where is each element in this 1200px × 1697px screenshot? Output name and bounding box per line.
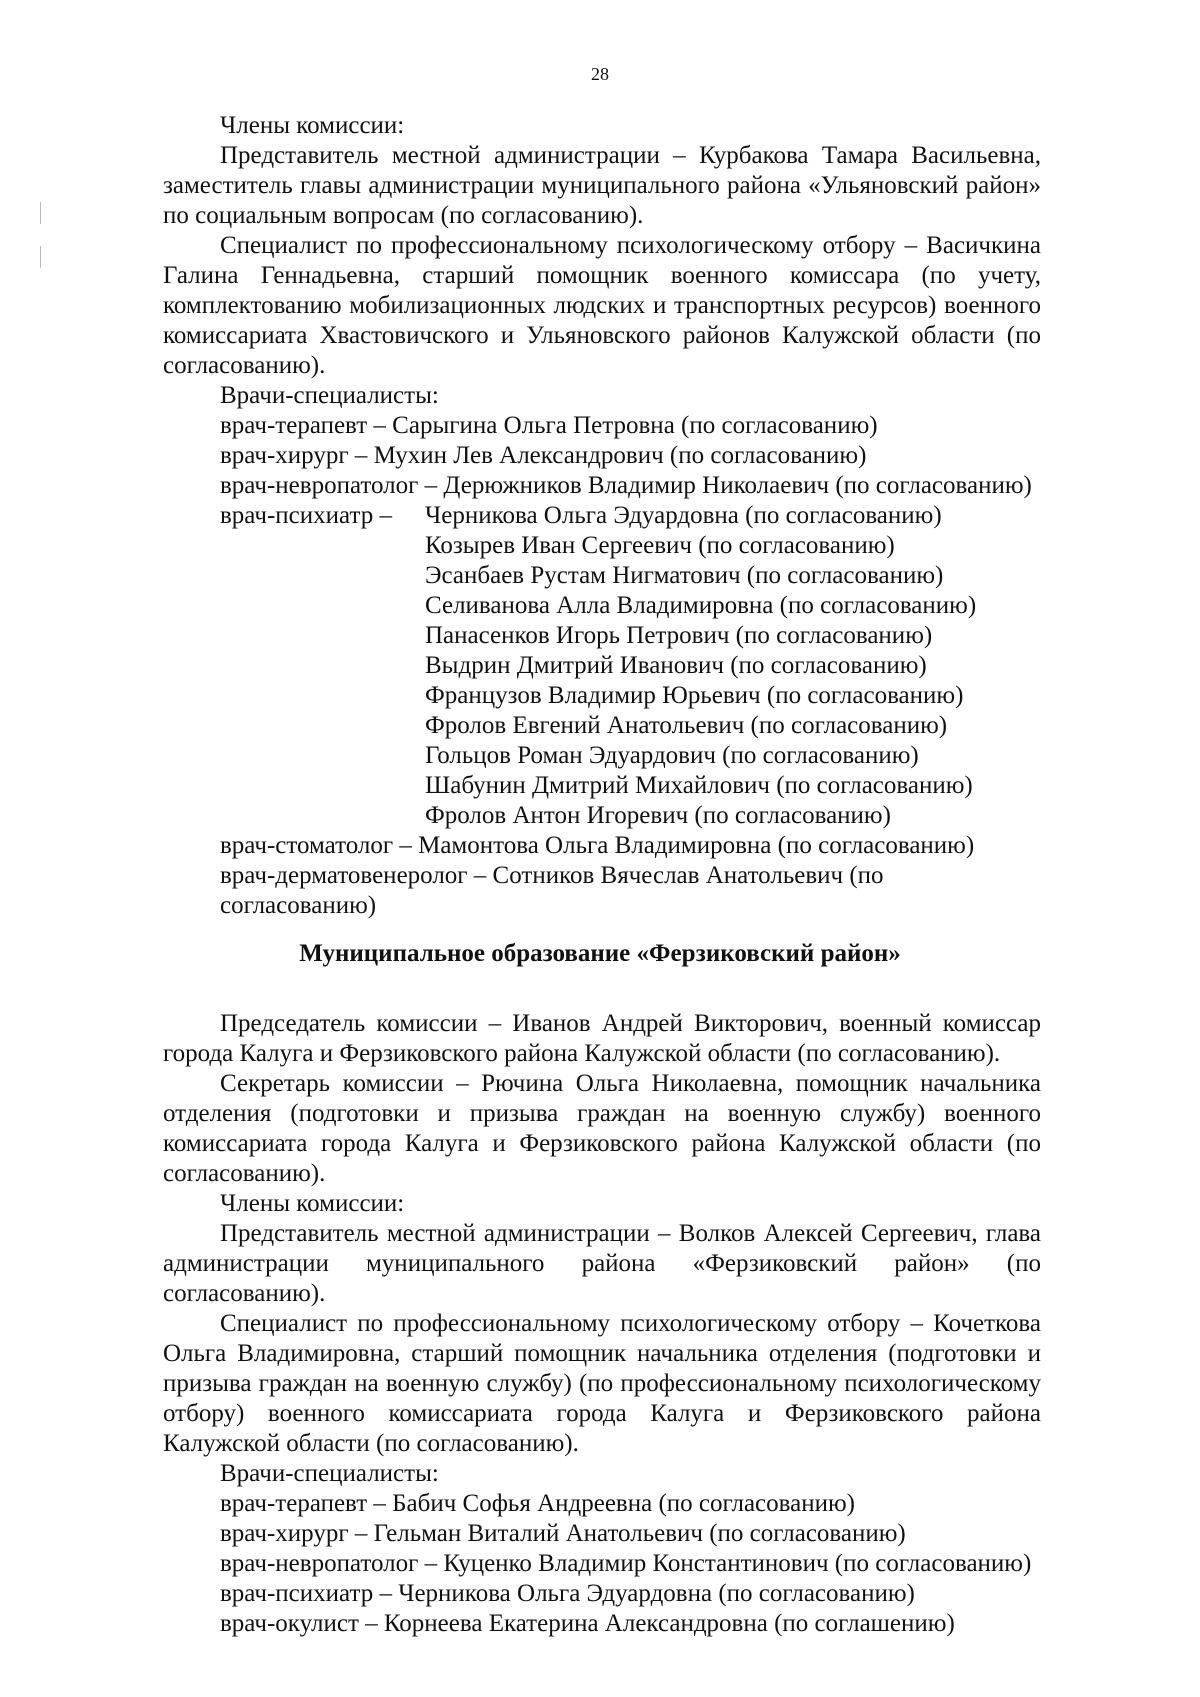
- page-number: 28: [591, 64, 609, 84]
- psychiatrist-list: [425, 501, 976, 831]
- section-ulyanovsky-members: [163, 111, 1041, 921]
- psychiatrist-label: врач-психиатр –: [220, 502, 392, 529]
- doctor-therapist: врач-терапевт – Бабич Софья Андреевна (по согласованию): [220, 1490, 855, 1517]
- psychologist-specialist: Специалист по профессиональному психологическому отбору – Кочеткова Ольга Владимировна, старший помощник начальника отделения (подготовки и призыва граждан на военную службу) (по профессиональному психологическому отбору) военного комиссариата города Калуга и Ферзиковского района Калужской области (по согласованию).: [163, 1310, 1041, 1457]
- members-label: Члены комиссии:: [220, 112, 405, 139]
- scan-mark: [40, 202, 41, 224]
- doctor-psychiatrist: врач-психиатр – Черникова Ольга Эдуардовна (по согласованию): [220, 1580, 915, 1607]
- doctor-surgeon: врач-хирург – Гельман Виталий Анатольевич (по согласованию): [220, 1520, 906, 1547]
- doctor-neurologist: врач-невропатолог – Куценко Владимир Константинович (по согласованию): [220, 1550, 1032, 1577]
- list-item: Выдрин Дмитрий Иванович (по согласованию): [425, 652, 927, 679]
- doctors-label: Врачи-специалисты:: [220, 1460, 439, 1487]
- psychologist-specialist: Специалист по профессиональному психологическому отбору – Васичкина Галина Геннадьевна, старший помощник военного комиссара (по учету, комплектованию мобилизационных людских и транспортных ресурсов) военного комиссариата Хвастовичского и Ульяновского районов Калужской области (по согласованию).: [163, 232, 1041, 379]
- doctor-dentist: врач-стоматолог – Мамонтова Ольга Владимировна (по согласованию): [220, 832, 975, 859]
- admin-representative: Представитель местной администрации – Курбакова Тамара Васильевна, заместитель главы администрации муниципального района «Ульяновский район» по социальным вопросам (по согласованию).: [163, 142, 1041, 229]
- doctor-ophthalmologist: врач-окулист – Корнеева Екатерина Александровна (по соглашению): [220, 1610, 955, 1637]
- scan-mark: [40, 246, 41, 268]
- members-label: Члены комиссии:: [220, 1190, 405, 1217]
- doctor-dermatologist: врач-дерматовенеролог – Сотников Вячеслав Анатольевич (по согласованию): [220, 862, 884, 919]
- commission-secretary: Секретарь комиссии – Рючина Ольга Николаевна, помощник начальника отделения (подготовки и призыва граждан на военную службу) военного комиссариата города Калуга и Ферзиковского района Калужской области (по согласованию).: [163, 1070, 1041, 1187]
- list-item: Эсанбаев Рустам Нигматович (по согласованию): [425, 562, 944, 589]
- list-item: Козырев Иван Сергеевич (по согласованию): [425, 532, 895, 559]
- list-item: Фролов Евгений Анатольевич (по согласованию): [425, 712, 948, 739]
- doctor-neurologist: врач-невропатолог – Дерюжников Владимир Николаевич (по согласованию): [220, 472, 1032, 499]
- psychiatrist-row: [163, 501, 1041, 831]
- doctor-therapist: врач-терапевт – Сарыгина Ольга Петровна (по согласованию): [220, 412, 878, 439]
- admin-representative: Представитель местной администрации – Волков Алексей Сергеевич, глава администрации муниципального района «Ферзиковский район» (по согласованию).: [163, 1220, 1041, 1307]
- list-item: Селиванова Алла Владимировна (по согласованию): [425, 592, 977, 619]
- list-item: Панасенков Игорь Петрович (по согласованию): [425, 622, 933, 649]
- list-item: Черникова Ольга Эдуардовна (по согласованию): [425, 502, 942, 529]
- list-item: Гольцов Роман Эдуардович (по согласованию): [425, 742, 919, 769]
- list-item: Французов Владимир Юрьевич (по согласованию): [425, 682, 964, 709]
- list-item: Шабунин Дмитрий Михайлович (по согласованию): [425, 772, 973, 799]
- commission-chair: Председатель комиссии – Иванов Андрей Викторович, военный комиссар города Калуга и Ферзиковского района Калужской области (по согласованию).: [163, 1010, 1041, 1067]
- section-heading: Муниципальное образование «Ферзиковский район»: [299, 940, 901, 967]
- doctors-label: Врачи-специалисты:: [220, 382, 439, 409]
- list-item: Фролов Антон Игоревич (по согласованию): [425, 802, 891, 829]
- doctor-surgeon: врач-хирург – Мухин Лев Александрович (по согласованию): [220, 442, 867, 469]
- section-ferzikovsky: [163, 1009, 1041, 1639]
